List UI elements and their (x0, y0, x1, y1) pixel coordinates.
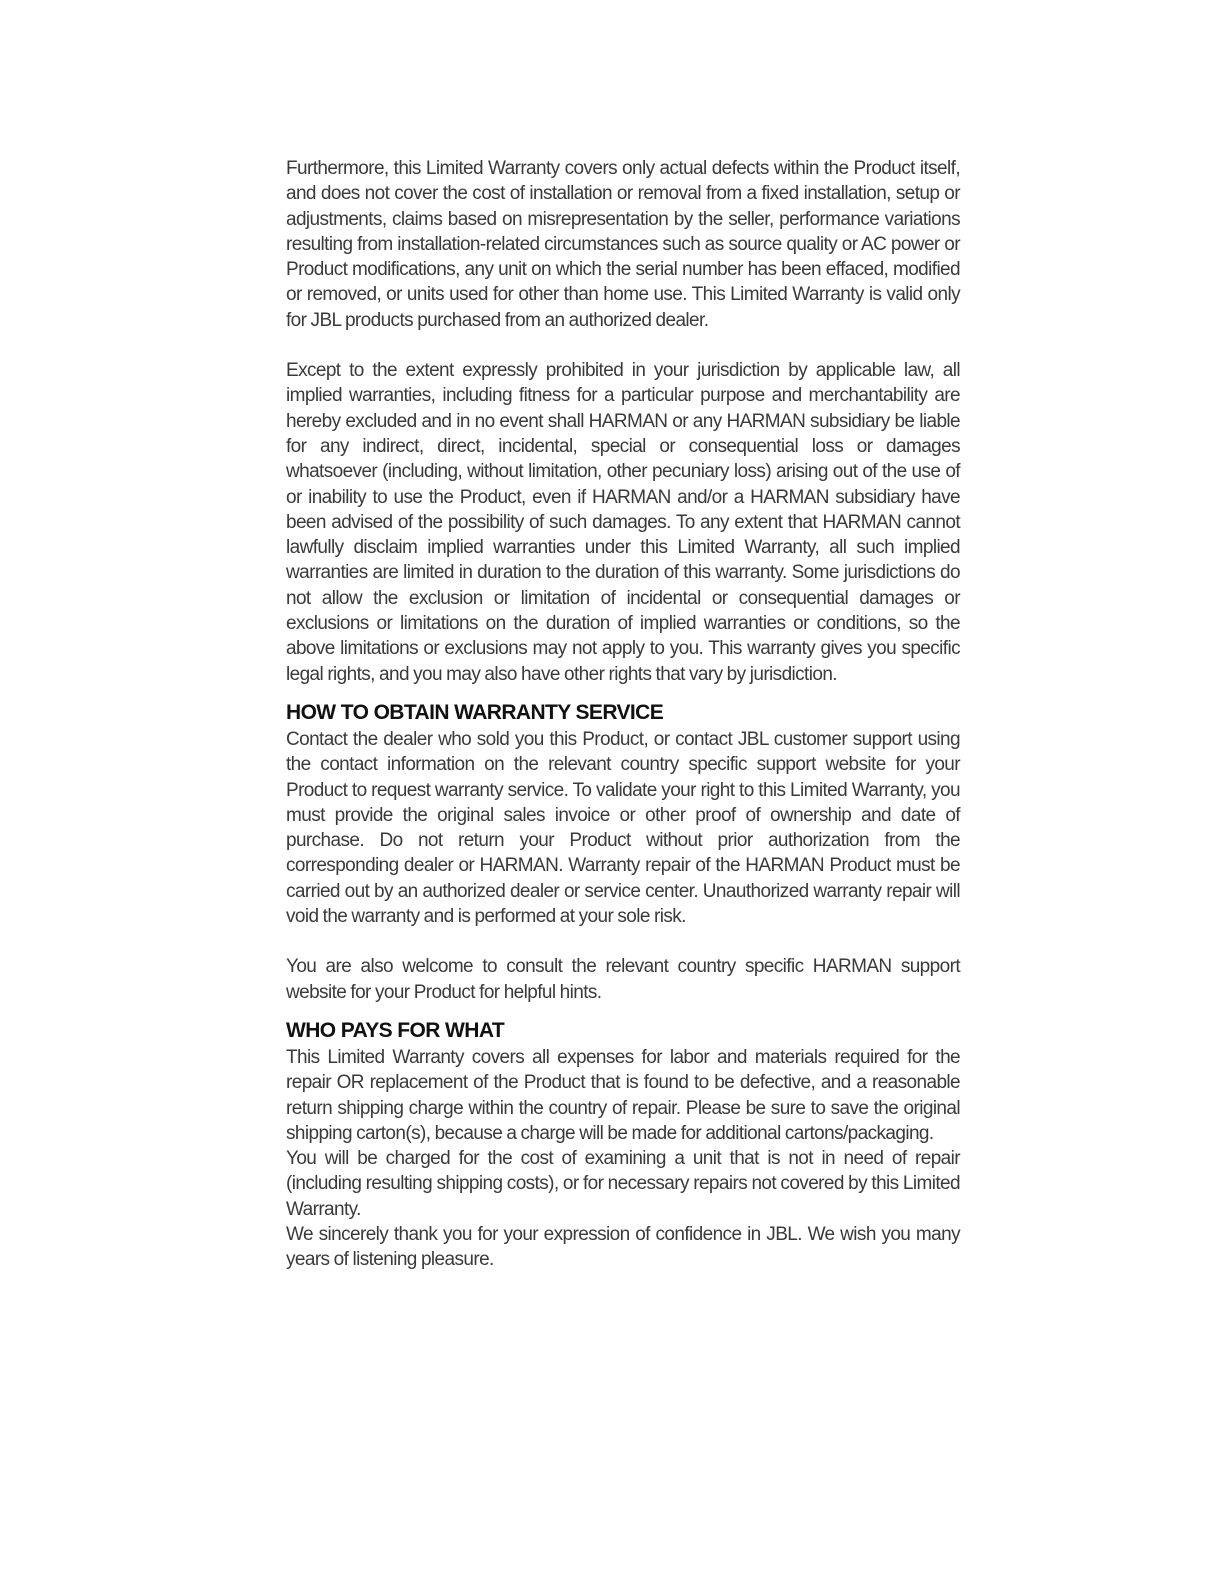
section-who-pays (286, 1017, 960, 1273)
heading-warranty-service: HOW TO OBTAIN WARRANTY SERVICE (286, 700, 664, 724)
paragraph-limited-warranty-coverage: Furthermore, this Limited Warranty covers only actual defects within the Product itself, and does not cover the cost of installation or removal from a fixed installation, setup or adjustments, claims based on misrepresentation by the seller, performance variations resulting from installation-related circumstances such as source quality or AC power or Product modifications, any unit on which the serial number has been effaced, modified or removed, or units used for other than home use. This Limited Warranty is valid only for JBL products purchased from an authorized dealer. (286, 158, 960, 331)
document-page (286, 156, 960, 1273)
paragraph-expenses-covered: This Limited Warranty covers all expenses for labor and materials required for the repair OR replacement of the Product that is found to be defective, and a reasonable return shipping charge within the country of repair. Please be sure to save the original shipping carton(s), because a charge will be made for additional cartons/packaging. (286, 1046, 960, 1144)
heading-who-pays: WHO PAYS FOR WHAT (286, 1018, 505, 1042)
paragraph-examination-charges: You will be charged for the cost of examining a unit that is not in need of repair (including resulting shipping costs), or for necessary repairs not covered by this Limited Warranty. (286, 1148, 960, 1220)
paragraph-implied-warranties: Except to the extent expressly prohibited in your jurisdiction by applicable law, all implied warranties, including fitness for a particular purpose and merchantability are hereby excluded and in no event shall HARMAN or any HARMAN subsidiary be liable for any indirect, direct, incidental, special or consequential loss or damages whatsoever (including, without limitation, other pecuniary loss) arising out of the use of or inability to use the Product, even if HARMAN and/or a HARMAN subsidiary have been advised of the possibility of such damages. To any extent that HARMAN cannot lawfully disclaim implied warranties under this Limited Warranty, all such implied warranties are limited in duration to the duration of this warranty. Some jurisdictions do not allow the exclusion or limitation of incidental or consequential damages or exclusions or limitations on the duration of implied warranties or conditions, so the above limitations or exclusions may not apply to you. This warranty gives you specific legal rights, and you may also have other rights that vary by jurisdiction. (286, 360, 960, 685)
paragraph-support-website: You are also welcome to consult the relevant country specific HARMAN support website for your Product for helpful hints. (286, 956, 960, 1003)
section-warranty-service (286, 699, 960, 1005)
paragraph-contact-dealer: Contact the dealer who sold you this Product, or contact JBL customer support using the contact information on the relevant country specific support website for your Product to request warranty service. To validate your right to this Limited Warranty, you must provide the original sales invoice or other proof of ownership and date of purchase. Do not return your Product without prior authorization from the corresponding dealer or HARMAN. Warranty repair of the HARMAN Product must be carried out by an authorized dealer or service center. Unauthorized warranty repair will void the warranty and is performed at your sole risk. (286, 728, 960, 928)
paragraph-thank-you: We sincerely thank you for your expression of confidence in JBL. We wish you many years of listening pleasure. (286, 1223, 960, 1271)
